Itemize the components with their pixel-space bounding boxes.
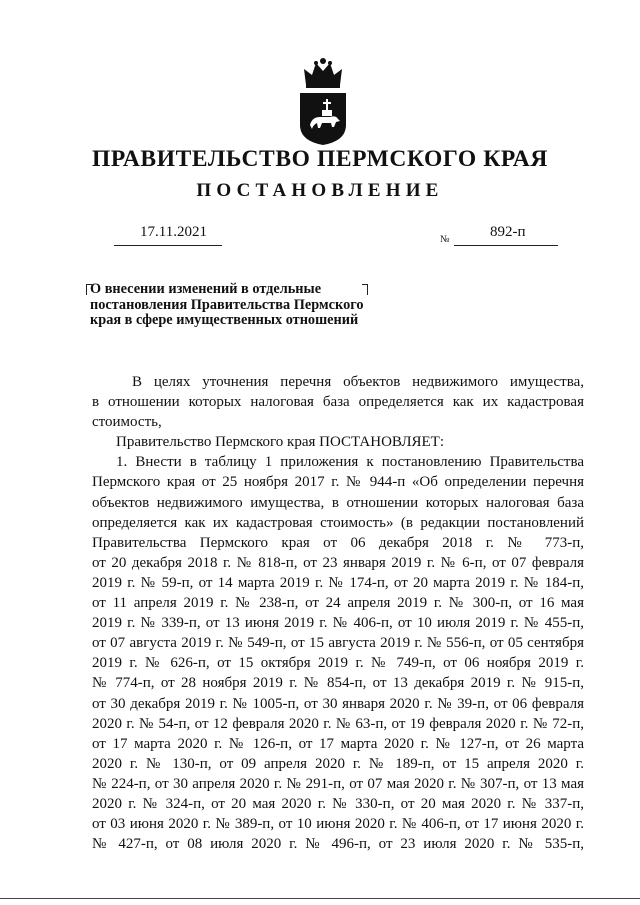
body-line: от 07 августа 2019 г. № 549-п, от 15 августа 2019 г. № 556-п, от 05 сентября [92, 635, 584, 652]
body-line: Пермского края от 25 ноября 2017 г. № 944-п «Об определении перечня [92, 474, 584, 491]
body-line: 2019 г. № 339-п, от 13 июня 2019 г. № 406-п, от 10 июля 2019 г. № 455-п, [92, 615, 584, 632]
document-date: 17.11.2021 [140, 224, 207, 240]
body-line: от 17 марта 2020 г. № 126-п, от 17 марта 2020 г. № 127-п, от 26 марта [92, 735, 584, 752]
body-line: 2019 г. № 59-п, от 14 марта 2019 г. № 174-п, от 20 марта 2019 г. № 184-п, [92, 574, 584, 591]
body-line: 2020 г. № 324-п, от 20 мая 2020 г. № 330-п, от 20 мая 2020 г. № 337-п, [92, 795, 584, 812]
document-body [92, 372, 584, 854]
document-subject [90, 282, 410, 329]
body-line: 2019 г. № 626-п, от 15 октября 2019 г. № 749-п, от 06 ноября 2019 г. [92, 655, 584, 672]
document-number: 892-п [490, 224, 526, 240]
body-line: от 30 декабря 2019 г. № 1005-п, от 30 января 2020 г. № 39-п, от 06 февраля [92, 695, 584, 712]
subject-line: постановления Правительства Пермского [90, 296, 364, 313]
body-line: 2020 г. № 130-п, от 09 апреля 2020 г. № 189-п, от 15 апреля 2020 г. [92, 755, 584, 772]
body-line: Правительство Пермского края ПОСТАНОВЛЯЕТ: [116, 434, 445, 451]
number-label: № [440, 234, 450, 245]
body-line: № 427-п, от 08 июля 2020 г. № 496-п, от 23 июля 2020 г. № 535-п, [92, 836, 584, 853]
body-line: в отношении которых налоговая база определяется как их кадастровая [92, 394, 584, 411]
body-line: Правительства Пермского края от 06 декабря 2018 г. № 773-п, [92, 534, 584, 551]
body-line: № 224-п, от 30 апреля 2020 г. № 291-п, от 07 мая 2020 г. № 307-п, от 13 мая [92, 775, 584, 792]
government-title: ПРАВИТЕЛЬСТВО ПЕРМСКОГО КРАЯ [92, 146, 548, 172]
body-line: от 11 апреля 2019 г. № 238-п, от 24 апреля 2019 г. № 300-п, от 16 мая [92, 595, 584, 612]
body-line: № 774-п, от 28 ноября 2019 г. № 854-п, от 13 декабря 2019 г. № 915-п, [92, 675, 584, 692]
body-line: В целях уточнения перечня объектов недвижимого имущества, [132, 374, 584, 390]
body-line: 2020 г. № 54-п, от 12 февраля 2020 г. № 63-п, от 19 февраля 2020 г. № 72-п, [92, 715, 584, 732]
body-line: определяется как их кадастровая стоимость» (в редакции постановлений [92, 514, 584, 531]
document-type: ПОСТАНОВЛЕНИЕ [196, 180, 444, 201]
body-line: стоимость, [92, 414, 162, 431]
perm-krai-coat-of-arms-icon [296, 55, 350, 147]
subject-line: края в сфере имущественных отношений [90, 312, 359, 328]
number-underline [454, 245, 558, 246]
body-line: от 03 июня 2020 г. № 389-п, от 10 июня 2020 г. № 406-п, от 17 июня 2020 г. [92, 816, 584, 833]
body-line: от 20 декабря 2018 г. № 818-п, от 23 января 2019 г. № 6-п, от 07 февраля [92, 554, 584, 571]
subject-line: О внесении изменений в отдельные [90, 281, 322, 297]
body-line: 1. Внести в таблицу 1 приложения к постановлению Правительства [116, 454, 584, 471]
date-underline [114, 245, 222, 246]
page-bottom-rule [0, 898, 640, 899]
body-line: объектов недвижимого имущества, в отношении которых налоговая база [92, 494, 584, 511]
